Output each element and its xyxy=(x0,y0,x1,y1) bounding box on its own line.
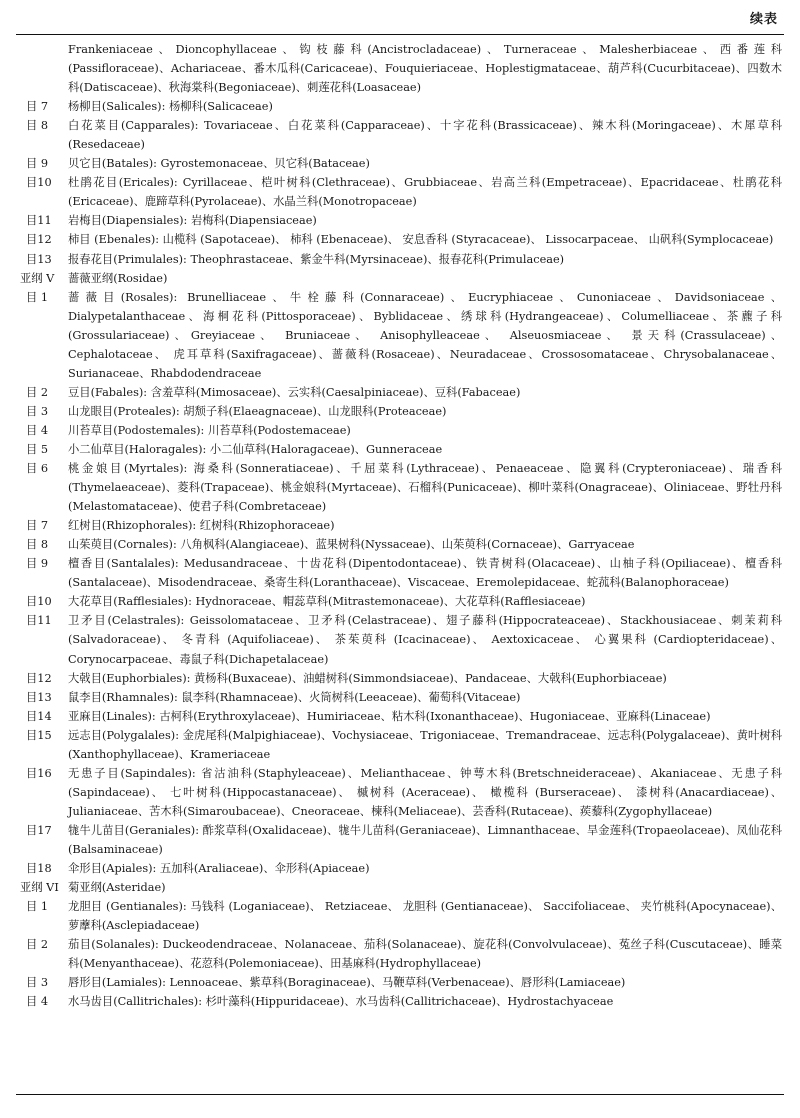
continued-entry xyxy=(20,40,782,97)
entry-text: 远志目(Polygalales): 金虎尾科(Malpighiaceae)、Vochysiaceae、Trigoniaceae、Tremandraceae、远志科(Polygalaceae)、黄叶树科(Xanthophyllaceae)、Krameriaceae xyxy=(68,728,782,761)
order-label: 目13 xyxy=(26,690,52,704)
order-entry xyxy=(20,973,782,992)
entry-text: 鼠李目(Rhamnales): 鼠李科(Rhamnaceae)、火筒树科(Leeaceae)、葡萄科(Vitaceae) xyxy=(68,690,521,704)
order-label: 目 1 xyxy=(26,900,49,914)
entry-text: Frankeniaceae、Dioncophyllaceae、钩枝藤科(Ancistrocladaceae)、Turneraceae、Malesherbiaceae、西番莲科(Passifloraceae)、Achariaceae、番木瓜科(Caricaceae)、Fouquieriaceae、Hoplestigmataceae、葫芦科(Cucurbitaceae)、四数木科(Datiscaceae)、秋海棠科(Begoniaceae)、刺莲花科(Loasaceae) xyxy=(68,43,782,95)
entry-text: 无患子目(Sapindales): 省沽油科(Staphyleaceae)、Melianthaceae、钟萼木科(Bretschneideraceae)、Akaniaceae、无患子科(Sapindaceae)、 七叶树科(Hippocastanaceae)、 槭树科 (Aceraceae)、 橄榄科 (Burseraceae)、 漆树科(Anacardiaceae)、Julianiaceae、苦木科(Simaroubaceae)、Cneoraceae、楝科(Meliaceae)、芸香科(Rutaceae)、蒺藜科(Zygophyllaceae) xyxy=(68,766,782,818)
order-entry xyxy=(20,440,782,459)
order-entry xyxy=(20,859,782,878)
order-label: 目15 xyxy=(26,728,52,742)
order-label: 目18 xyxy=(26,862,52,876)
order-label: 目 9 xyxy=(26,157,49,171)
order-label: 目 9 xyxy=(26,557,49,571)
order-label: 目11 xyxy=(26,214,52,228)
order-label: 目16 xyxy=(26,766,52,780)
entry-text: 白花菜目(Capparales): Tovariaceae、白花菜科(Capparaceae)、十字花科(Brassicaceae)、辣木科(Moringaceae)、木犀草科(Resedaceae) xyxy=(68,119,782,152)
bottom-rule xyxy=(16,1094,784,1095)
order-label: 目 6 xyxy=(26,462,49,476)
order-entry xyxy=(20,554,782,592)
entry-text: 贝它目(Batales): Gyrostemonaceae、贝它科(Bataceae) xyxy=(68,157,370,171)
order-label: 目17 xyxy=(26,823,52,837)
entry-text: 茄目(Solanales): Duckeodendraceae、Nolanaceae、茄科(Solanaceae)、旋花科(Convolvulaceae)、菟丝子科(Cuscutaceae)、睡菜科(Menyanthaceae)、花荵科(Polemoniaceae)、田基麻科(Hydrophyllaceae) xyxy=(68,938,782,971)
order-entry xyxy=(20,935,782,973)
entry-text: 桃金娘目(Myrtales): 海桑科(Sonneratiaceae)、千屈菜科(Lythraceae)、Penaeaceae、隐翼科(Crypteroniaceae)、瑞香科(Thymelaeaceae)、菱科(Trapaceae)、桃金娘科(Myrtaceae)、石榴科(Punicaceae)、柳叶菜科(Onagraceae)、Oliniaceae、野牡丹科(Melastomataceae)、使君子科(Combretaceae) xyxy=(68,462,782,514)
page-header-title: 续表 xyxy=(749,12,778,27)
order-label: 目 1 xyxy=(26,290,49,304)
order-label: 目 4 xyxy=(26,423,49,437)
order-entry xyxy=(20,592,782,611)
subclass-label: 亚纲 V xyxy=(20,271,55,285)
order-entry xyxy=(20,688,782,707)
order-label: 目14 xyxy=(26,709,52,723)
order-entry xyxy=(20,97,782,116)
order-label: 目 5 xyxy=(26,442,49,456)
classification-list xyxy=(20,40,782,1011)
order-label: 目 2 xyxy=(26,385,49,399)
order-label: 目12 xyxy=(26,233,52,247)
entry-text: 川苔草目(Podostemales): 川苔草科(Podostemaceae) xyxy=(68,423,351,437)
order-label: 目10 xyxy=(26,176,52,190)
order-entry xyxy=(20,535,782,554)
order-entry xyxy=(20,821,782,859)
entry-text: 柿目 (Ebenales): 山榄科 (Sapotaceae)、 柿科 (Ebenaceae)、 安息香科 (Styracaceae)、 Lissocarpaceae、 山矾科(Symplocaceae) xyxy=(68,233,774,247)
entry-text: 杜鹃花目(Ericales): Cyrillaceae、桤叶树科(Clethraceae)、Grubbiaceae、岩高兰科(Empetraceae)、Epacridaceae、杜鹃花科(Ericaceae)、鹿蹄草科(Pyrolaceae)、水晶兰科(Monotropaceae) xyxy=(68,176,782,209)
subclass-entry xyxy=(20,269,782,288)
order-entry xyxy=(20,764,782,821)
order-entry xyxy=(20,992,782,1011)
entry-text: 蔷薇目(Rosales): Brunelliaceae、牛栓藤科(Connaraceae)、Eucryphiaceae、Cunoniaceae、Davidsoniaceae、Dialypetalanthaceae、海桐花科(Pittosporaceae)、Byblidaceae、绣球科(Hydrangeaceae)、Columelliaceae、茶藨子科 (Grossulariaceae)、Greyiaceae、 Bruniaceae、 Anisophylleaceae、 Alseuosmiaceae、 景天科(Crassulaceae)、 Cephalotaceae、 虎耳草科(Saxifragaceae)、蔷薇科(Rosaceae)、Neuradaceae、Crossosomataceae、Chrysobalanaceae、Surianaceae、Rhabdodendraceae xyxy=(68,290,782,380)
order-entry xyxy=(20,173,782,211)
entry-text: 卫矛目(Celastrales): Geissolomataceae、卫矛科(Celastraceae)、翅子藤科(Hippocrateaceae)、Stackhousiaceae、刺茉莉科(Salvadoraceae)、 冬青科 (Aquifoliaceae)、 茶茱萸科 (Icacinaceae)、 Aextoxicaceae、 心翼果科 (Cardiopteridaceae)、Corynocarpaceae、毒鼠子科(Dichapetalaceae) xyxy=(68,614,782,666)
subclass-label: 亚纲 VI xyxy=(20,881,59,895)
order-label: 目 3 xyxy=(26,404,49,418)
order-entry xyxy=(20,726,782,764)
order-label: 目10 xyxy=(26,595,52,609)
entry-text: 山茱萸目(Cornales): 八角枫科(Alangiaceae)、蓝果树科(Nyssaceae)、山茱萸科(Cornaceae)、Garryaceae xyxy=(68,538,635,552)
order-entry xyxy=(20,116,782,154)
entry-text: 小二仙草目(Haloragales): 小二仙草科(Haloragaceae)、Gunneraceae xyxy=(68,442,443,456)
entry-text: 大戟目(Euphorbiales): 黄杨科(Buxaceae)、油蜡树科(Simmondsiaceae)、Pandaceae、大戟科(Euphorbiaceae) xyxy=(68,671,667,685)
order-label: 目 8 xyxy=(26,119,49,133)
order-label: 目 8 xyxy=(26,538,49,552)
order-label: 目13 xyxy=(26,252,52,266)
order-entry xyxy=(20,230,782,249)
entry-text: 报春花目(Primulales): Theophrastaceae、紫金牛科(Myrsinaceae)、报春花科(Primulaceae) xyxy=(68,252,565,266)
entry-text: 亚麻目(Linales): 古柯科(Erythroxylaceae)、Humiriaceae、粘木科(Ixonanthaceae)、Hugoniaceae、亚麻科(Linaceae) xyxy=(68,709,711,723)
entry-text: 菊亚纲(Asteridae) xyxy=(68,881,166,895)
order-entry xyxy=(20,707,782,726)
entry-text: 大花草目(Rafflesiales): Hydnoraceae、帽蕊草科(Mitrastemonaceae)、大花草科(Rafflesiaceae) xyxy=(68,595,586,609)
order-label: 目 7 xyxy=(26,519,49,533)
subclass-entry xyxy=(20,878,782,897)
order-entry xyxy=(20,421,782,440)
entry-text: 牻牛儿苗目(Geraniales): 酢浆草科(Oxalidaceae)、牻牛儿苗科(Geraniaceae)、Limnanthaceae、旱金莲科(Tropaeolaceae)、凤仙花科(Balsaminaceae) xyxy=(68,823,782,856)
entry-text: 檀香目(Santalales): Medusandraceae、十齿花科(Dipentodontaceae)、铁青树科(Olacaceae)、山柚子科(Opiliaceae)、檀香科(Santalaceae)、Misodendraceae、桑寄生科(Loranthaceae)、Viscaceae、Eremolepidaceae、蛇菰科(Balanophoraceae) xyxy=(68,557,782,590)
order-label: 目 4 xyxy=(26,995,49,1009)
entry-text: 唇形目(Lamiales): Lennoaceae、紫草科(Boraginaceae)、马鞭草科(Verbenaceae)、唇形科(Lamiaceae) xyxy=(68,976,626,990)
order-label: 目 7 xyxy=(26,100,49,114)
order-entry xyxy=(20,669,782,688)
entry-text: 蔷薇亚纲(Rosidae) xyxy=(68,271,168,285)
order-entry xyxy=(20,402,782,421)
entry-text: 水马齿目(Callitrichales): 杉叶藻科(Hippuridaceae)、水马齿科(Callitrichaceae)、Hydrostachyaceae xyxy=(68,995,614,1009)
order-entry xyxy=(20,383,782,402)
entry-text: 豆目(Fabales): 含羞草科(Mimosaceae)、云实科(Caesalpiniaceae)、豆科(Fabaceae) xyxy=(68,385,521,399)
order-label: 目 3 xyxy=(26,976,49,990)
entry-text: 伞形目(Apiales): 五加科(Araliaceae)、伞形科(Apiaceae) xyxy=(68,862,370,876)
entry-text: 杨柳目(Salicales): 杨柳科(Salicaceae) xyxy=(68,100,273,114)
entry-text: 岩梅目(Diapensiales): 岩梅科(Diapensiaceae) xyxy=(68,214,317,228)
order-entry xyxy=(20,459,782,516)
order-label: 目12 xyxy=(26,671,52,685)
order-entry xyxy=(20,250,782,269)
order-entry xyxy=(20,154,782,173)
order-label: 目11 xyxy=(26,614,52,628)
order-entry xyxy=(20,288,782,383)
order-entry xyxy=(20,897,782,935)
entry-text: 山龙眼目(Proteales): 胡颓子科(Elaeagnaceae)、山龙眼科(Proteaceae) xyxy=(68,404,447,418)
entry-text: 龙胆目 (Gentianales): 马钱科 (Loganiaceae)、 Retziaceae、 龙胆科 (Gentianaceae)、 Saccifoliaceae、 夹竹桃科(Apocynaceae)、萝藦科(Asclepiadaceae) xyxy=(68,900,782,933)
order-label: 目 2 xyxy=(26,938,49,952)
entry-text: 红树目(Rhizophorales): 红树科(Rhizophoraceae) xyxy=(68,519,335,533)
order-entry xyxy=(20,611,782,668)
order-entry xyxy=(20,516,782,535)
top-rule xyxy=(16,34,784,35)
order-entry xyxy=(20,211,782,230)
